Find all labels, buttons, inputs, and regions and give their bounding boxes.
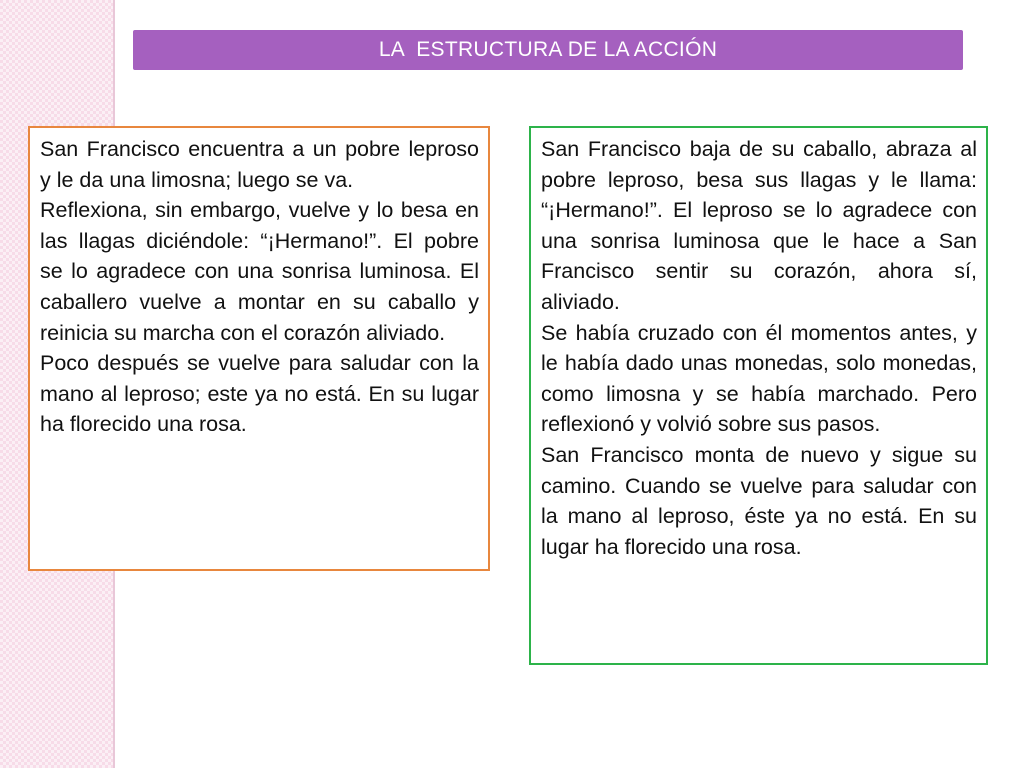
right-paragraph-3: San Francisco monta de nuevo y sigue su camino. Cuando se vuelve para saludar con la mano al leproso, éste ya no está. En su lugar ha florecido una rosa.: [541, 442, 977, 559]
left-text-box: [28, 126, 490, 571]
title-bar: [133, 30, 963, 70]
right-paragraph-2: Se había cruzado con él momentos antes, y le había dado unas monedas, solo monedas, como limosna y se había marchado. Pero reflexionó y volvió sobre sus pasos.: [541, 320, 977, 437]
left-paragraph-3: Poco después se vuelve para saludar con la mano al leproso; este ya no está. En su lugar ha florecido una rosa.: [40, 351, 479, 437]
left-paragraph-1: San Francisco encuentra a un pobre leproso y le da una limosna; luego se va.: [40, 137, 479, 192]
slide-title: LA ESTRUCTURA DE LA ACCIÓN: [378, 38, 718, 61]
left-paragraph-2: Reflexiona, sin embargo, vuelve y lo besa en las llagas diciéndole: “¡Hermano!”. El pobre se lo agradece con una sonrisa luminosa. El caballero vuelve a montar en su caballo y reinicia su marcha con el corazón aliviado.: [40, 198, 479, 345]
right-text-box: [529, 126, 988, 665]
right-paragraph-1: San Francisco baja de su caballo, abraza al pobre leproso, besa sus llagas y le llama: “¡Hermano!”. El leproso se lo agradece con una sonrisa luminosa que le hace a San Francisco sentir su corazón, ahora sí, aliviado.: [541, 137, 977, 314]
